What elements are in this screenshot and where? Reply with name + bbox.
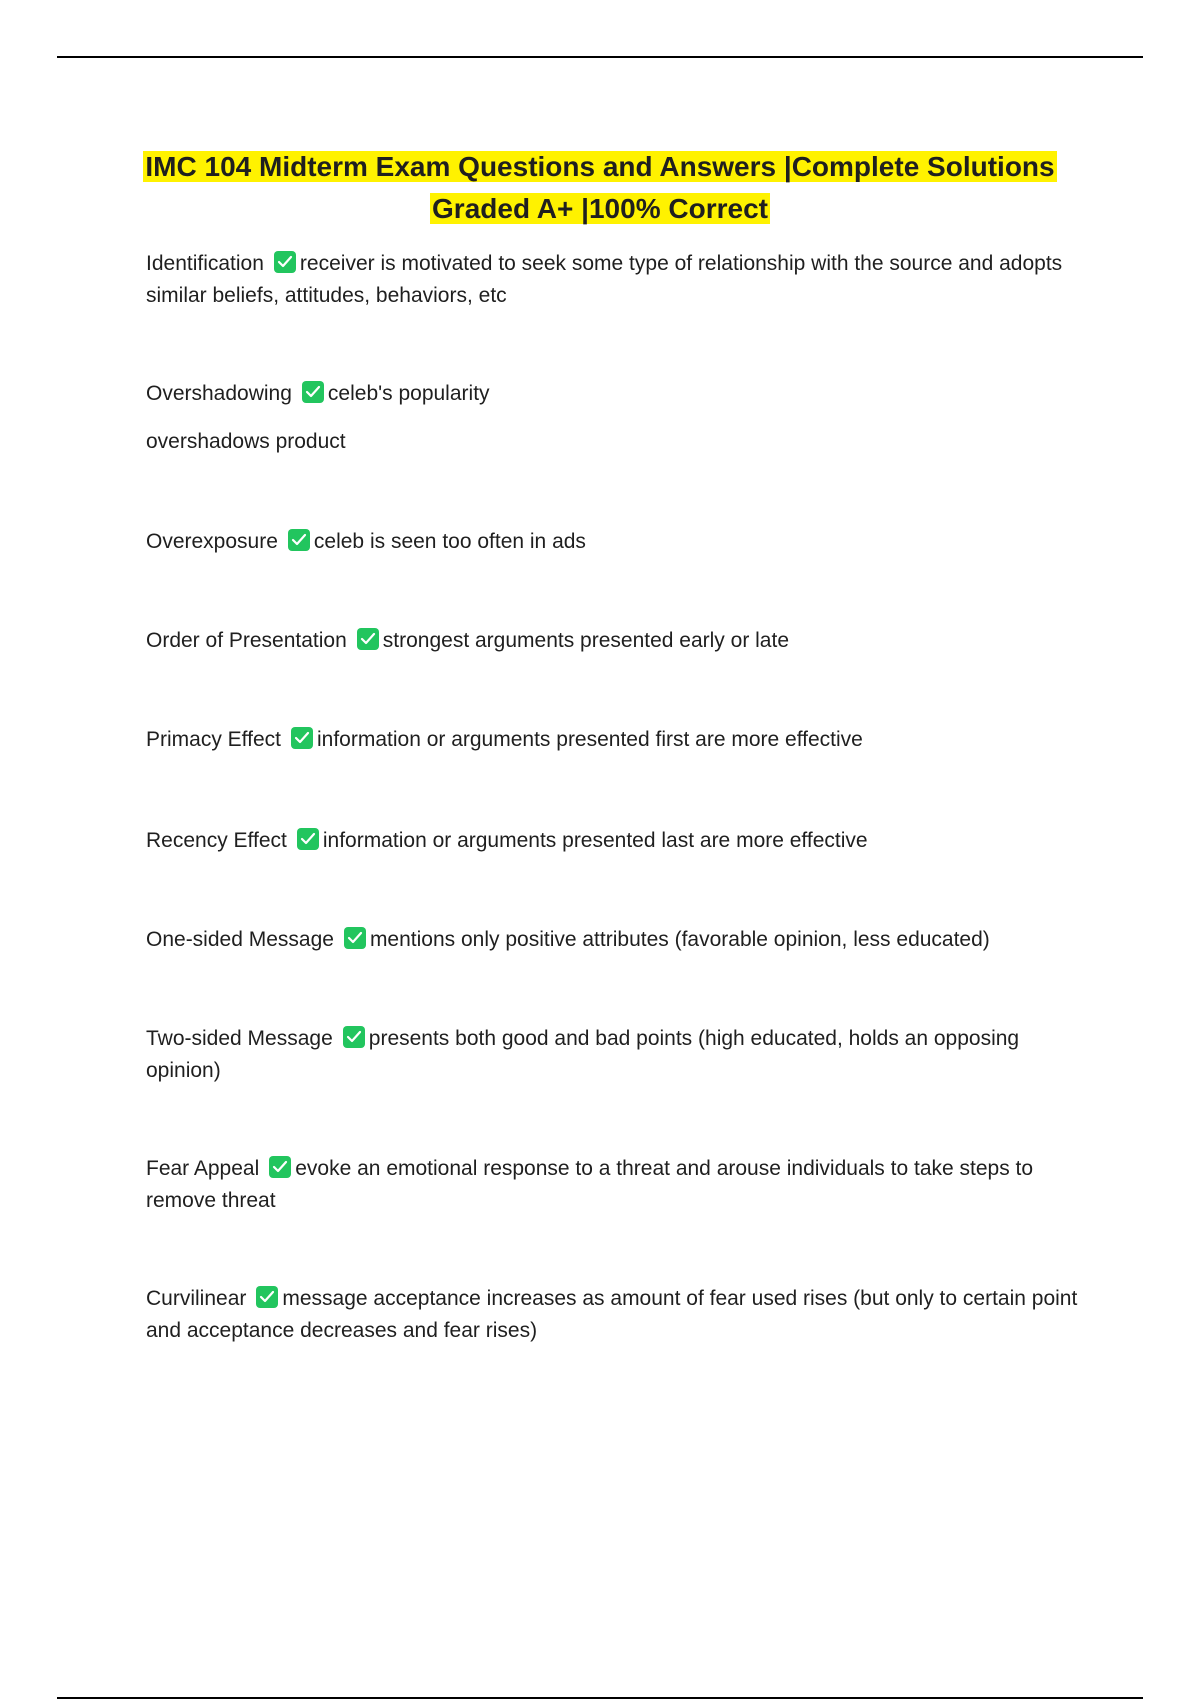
definition: strongest arguments presented early or late bbox=[382, 629, 789, 652]
qa-entry-overexposure bbox=[146, 526, 1096, 558]
checkmark-icon bbox=[357, 628, 379, 650]
definition: celeb is seen too often in ads bbox=[313, 530, 586, 553]
term: Two-sided Message bbox=[146, 1027, 333, 1050]
checkmark-icon bbox=[274, 251, 296, 273]
term: Overshadowing bbox=[146, 382, 292, 405]
qa-entry-fear-appeal bbox=[146, 1153, 1096, 1217]
checkmark-icon bbox=[302, 381, 324, 403]
definition: receiver is motivated to seek some type of relationship with the source and adopts similar beliefs, attitudes, behaviors, etc bbox=[146, 252, 1063, 307]
checkmark-icon bbox=[288, 529, 310, 551]
qa-entry-two-sided-message bbox=[146, 1023, 1096, 1087]
qa-entry-primacy-effect bbox=[146, 724, 1096, 756]
title-line-2: Graded A+ |100% Correct bbox=[432, 193, 768, 224]
checkmark-icon bbox=[297, 828, 319, 850]
term: Order of Presentation bbox=[146, 629, 347, 652]
bottom-divider bbox=[57, 1697, 1143, 1699]
checkmark-icon bbox=[343, 1026, 365, 1048]
qa-entry-one-sided-message bbox=[146, 924, 1096, 956]
term: One-sided Message bbox=[146, 928, 334, 951]
definition: message acceptance increases as amount of fear used rises (but only to certain point and acceptance decreases and fear rises) bbox=[146, 1287, 1078, 1342]
term: Primacy Effect bbox=[146, 728, 281, 751]
title-line-1: IMC 104 Midterm Exam Questions and Answers |Complete Solutions bbox=[145, 151, 1055, 182]
term: Identification bbox=[146, 252, 264, 275]
checkmark-icon bbox=[344, 927, 366, 949]
term: Overexposure bbox=[146, 530, 278, 553]
qa-entry-curvilinear bbox=[146, 1283, 1096, 1347]
top-divider bbox=[57, 56, 1143, 58]
qa-list bbox=[146, 248, 1096, 1347]
definition: information or arguments presented first are more effective bbox=[316, 728, 863, 751]
term: Recency Effect bbox=[146, 829, 287, 852]
definition-continuation: overshadows product bbox=[146, 430, 346, 453]
qa-entry-recency-effect bbox=[146, 825, 1096, 857]
checkmark-icon bbox=[269, 1156, 291, 1178]
checkmark-icon bbox=[256, 1286, 278, 1308]
qa-entry-order-of-presentation bbox=[146, 625, 1096, 657]
term: Fear Appeal bbox=[146, 1157, 260, 1180]
definition: celeb's popularity bbox=[327, 382, 490, 405]
qa-entry-overshadowing bbox=[146, 378, 1096, 410]
page-title bbox=[100, 146, 1100, 230]
definition: presents both good and bad points (high educated, holds an opposing opinion) bbox=[146, 1027, 1020, 1082]
definition: mentions only positive attributes (favorable opinion, less educated) bbox=[369, 928, 990, 951]
qa-entry-identification bbox=[146, 248, 1096, 312]
checkmark-icon bbox=[291, 727, 313, 749]
term: Curvilinear bbox=[146, 1287, 247, 1310]
definition: evoke an emotional response to a threat and arouse individuals to take steps to remove threat bbox=[146, 1157, 1034, 1212]
definition: information or arguments presented last are more effective bbox=[322, 829, 868, 852]
